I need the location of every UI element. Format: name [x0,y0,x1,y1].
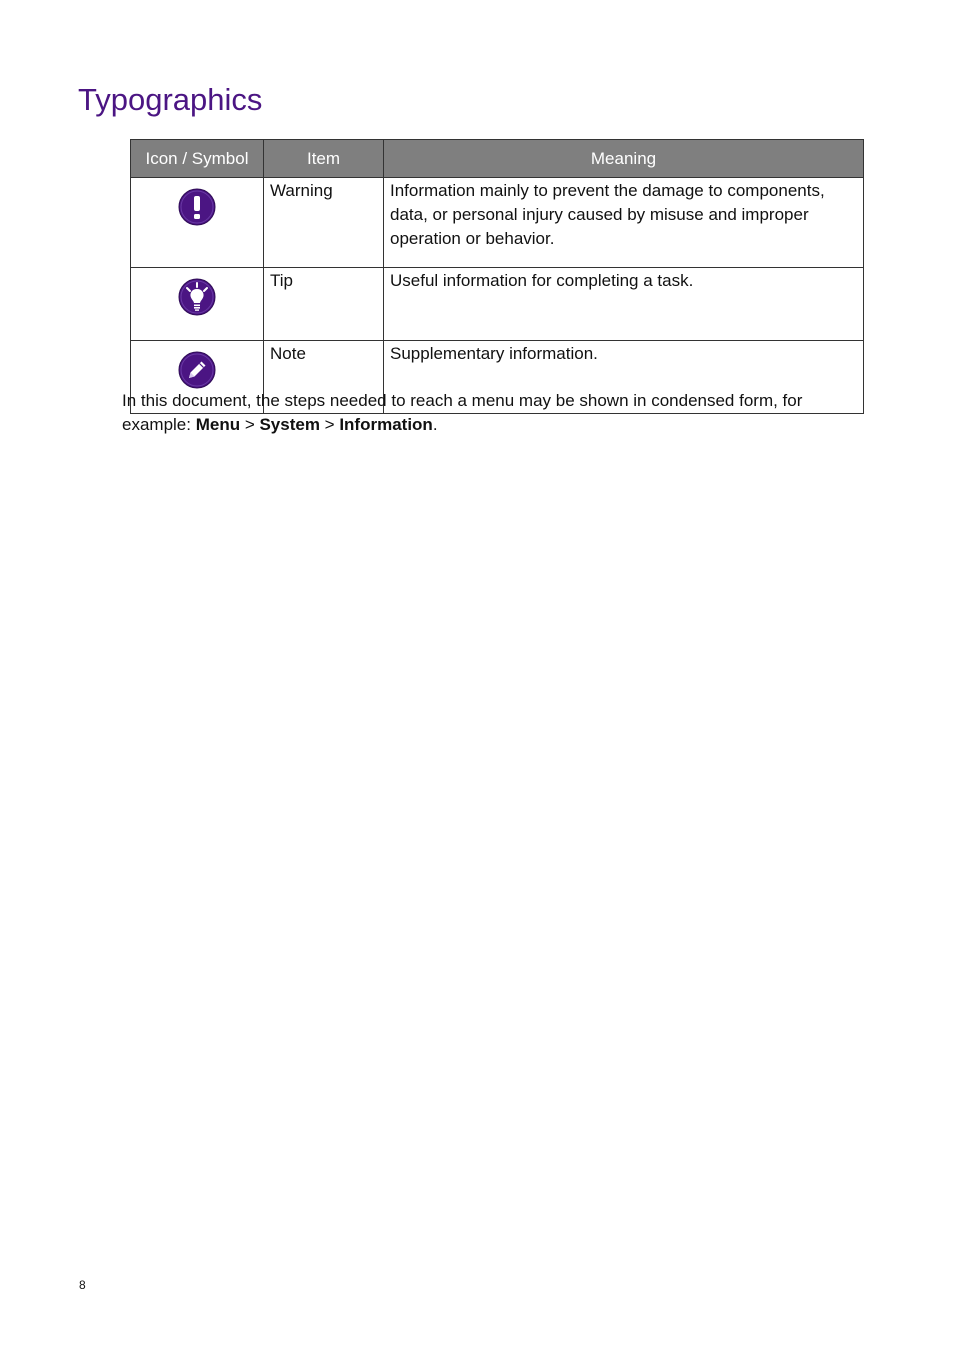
paragraph-lead: In this document, the steps needed to reach a menu may be shown in condensed form, for example: [122,391,803,434]
system-label: System [259,415,320,434]
note-pencil-icon [178,351,216,389]
table-row [131,178,864,268]
item-cell: Note [264,341,384,414]
tip-lightbulb-icon [178,278,216,316]
paragraph-end: . [432,415,438,434]
header-item: Item [264,140,384,178]
meaning-cell: Supplementary information. [384,341,864,414]
meaning-cell: Useful information for completing a task. [384,268,864,341]
separator: > [240,415,260,434]
item-cell: Tip [264,268,384,341]
menu-label: Menu [195,415,241,434]
meaning-cell: Information mainly to prevent the damage to components, data, or personal injury caused by misuse and improper operation or behavior. [384,178,864,268]
page-number: 8 [79,1278,86,1292]
page-title: Typographics [78,82,263,117]
information-label: Information [339,415,433,434]
warning-exclamation-icon [178,188,216,226]
table-row [131,268,864,341]
icon-cell [131,268,264,341]
icon-cell [131,178,264,268]
body-paragraph [122,389,842,437]
separator: > [319,415,340,434]
header-icon-symbol: Icon / Symbol [131,140,264,178]
typographics-table [130,139,864,414]
header-meaning: Meaning [384,140,864,178]
item-cell: Warning [264,178,384,268]
table-header-row [131,140,864,178]
